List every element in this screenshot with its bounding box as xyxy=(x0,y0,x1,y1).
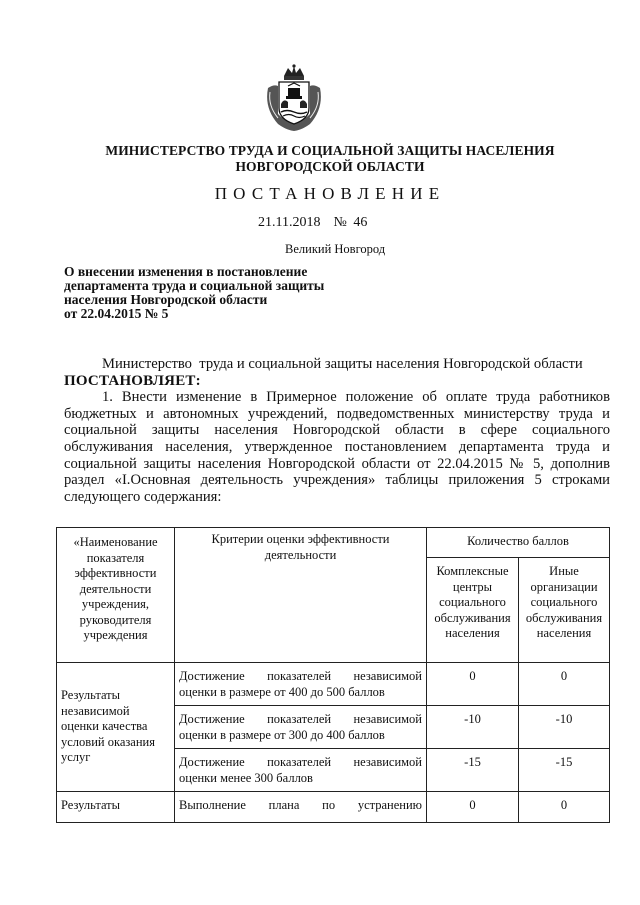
document-subject xyxy=(64,265,394,321)
table-header-row xyxy=(57,528,610,558)
criteria-table xyxy=(56,527,610,823)
subject-line-2: департамента труда и социальной защиты xyxy=(64,278,325,293)
document-type: ПОСТАНОВЛЕНИЕ xyxy=(214,184,446,203)
intro-text: Министерство труда и социальной защиты населения Новгородской области xyxy=(102,356,583,372)
group1-other-1: 0 xyxy=(519,663,610,706)
document-date-number: 21.11.2018 № 46 xyxy=(258,215,368,230)
group1-criterion-3: Достижение показателей независимой оценки менее 300 баллов xyxy=(175,749,427,792)
group2-indicator: Результаты xyxy=(57,792,175,823)
header-other-orgs: Иные организации социального обслуживания населения xyxy=(519,558,610,663)
group1-criterion-1: Достижение показателей независимой оценки в размере от 400 до 500 баллов xyxy=(175,663,427,706)
ministry-line-2: НОВГОРОДСКОЙ ОБЛАСТИ xyxy=(235,159,425,174)
document-place: Великий Новгород xyxy=(285,242,386,256)
document-body xyxy=(64,356,610,505)
paragraph-1: 1. Внести изменение в Примерное положение об оплате труда работников бюджетных и автономных учреждений, подведомственных министерству труда и социальной защиты населения Новгородской области в сфере социального обслуживания населения, утвержденное постановлением департамента труда и социальной защиты населения Новгородской области от 22.04.2015 № 5, дополнив раздел «I.Основная деятельность учреждения» таблицы приложения 5 строками следующего содержания: xyxy=(64,389,610,505)
group1-other-2: -10 xyxy=(519,706,610,749)
group1-indicator: Результаты независимой оценки качества условий оказания услуг xyxy=(57,663,175,792)
subject-line-1: О внесении изменения в постановление xyxy=(64,264,308,279)
group1-other-3: -15 xyxy=(519,749,610,792)
ministry-name xyxy=(0,143,640,175)
group1-complex-1: 0 xyxy=(427,663,519,706)
group2-criterion: Выполнение плана по устранению xyxy=(175,792,427,823)
group1-complex-2: -10 xyxy=(427,706,519,749)
subject-line-4: от 22.04.2015 № 5 xyxy=(64,306,169,321)
decree-word: ПОСТАНОВЛЯЕТ: xyxy=(64,372,201,389)
table-row xyxy=(57,663,610,706)
header-points: Количество баллов xyxy=(427,528,610,558)
ministry-line-1: МИНИСТЕРСТВО ТРУДА И СОЦИАЛЬНОЙ ЗАЩИТЫ НАСЕЛЕНИЯ xyxy=(105,143,555,158)
novgorod-coat-of-arms-icon xyxy=(262,64,326,132)
group2-complex: 0 xyxy=(427,792,519,823)
header-complex-centers: Комплексные центры социального обслуживания населения xyxy=(427,558,519,663)
group2-other: 0 xyxy=(519,792,610,823)
table-row xyxy=(57,792,610,823)
subject-line-3: населения Новгородской области xyxy=(64,292,268,307)
header-indicator: «Наименование показателя эффективности деятельности учреждения, руководителя учреждения xyxy=(57,528,175,663)
group1-criterion-2: Достижение показателей независимой оценки в размере от 300 до 400 баллов xyxy=(175,706,427,749)
header-criteria: Критерии оценки эффективности деятельности xyxy=(175,528,427,663)
group1-complex-3: -15 xyxy=(427,749,519,792)
